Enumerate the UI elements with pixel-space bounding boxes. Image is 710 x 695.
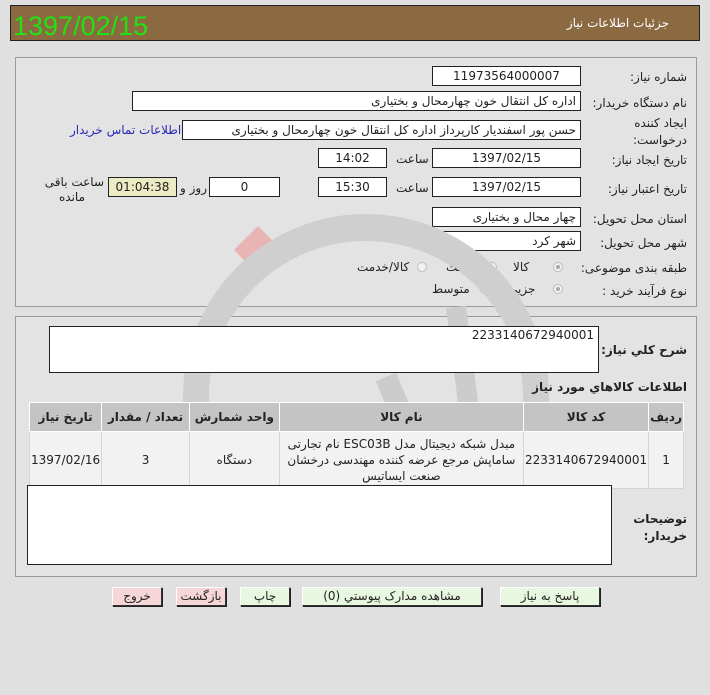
- buyer-notes-label-line2: خریدار:: [643, 529, 687, 543]
- items-table-header: [30, 403, 684, 432]
- province-label: استان محل تحویل:: [592, 212, 687, 226]
- category-radio-goods[interactable]: [553, 262, 563, 272]
- requester-label-line1: ایجاد کننده: [634, 116, 687, 130]
- need-number-field[interactable]: 11973564000007: [432, 66, 581, 86]
- city-field[interactable]: شهر کرد: [432, 231, 581, 251]
- col-unit: واحد شمارش: [189, 403, 279, 432]
- col-row: رديف: [649, 403, 684, 432]
- created-time-label: ساعت: [396, 152, 429, 166]
- page-title: جزئیات اطلاعات نیاز: [566, 16, 669, 30]
- remaining-time-field: 01:04:38: [108, 177, 177, 197]
- exit-button[interactable]: خروج: [112, 587, 162, 606]
- requester-field[interactable]: حسن پور اسفندیار کارپرداز اداره کل انتقال خون چهارمحال و بختیاری: [182, 120, 581, 140]
- buyer-org-label: نام دستگاه خریدار:: [592, 96, 687, 110]
- validity-date-label: تاریخ اعتبار نیاز:: [607, 182, 687, 196]
- buyer-org-field[interactable]: اداره کل انتقال خون چهارمحال و بختیاری: [132, 91, 581, 111]
- category-radio-goods-service[interactable]: [417, 262, 427, 272]
- category-label: طبقه بندی موضوعی:: [580, 261, 687, 275]
- category-option-goods: کالا: [513, 260, 530, 274]
- reply-button[interactable]: پاسخ به نیاز: [500, 587, 600, 606]
- view-attachments-button[interactable]: مشاهده مدارک پیوستي (0): [302, 587, 482, 606]
- buyer-notes-label-line1: توضیحات: [633, 512, 687, 526]
- remaining-label-line2: مانده: [58, 190, 85, 204]
- cell-row: 1: [649, 432, 684, 489]
- cell-date: 1397/02/16: [30, 432, 102, 489]
- col-qty: تعداد / مقدار: [102, 403, 190, 432]
- items-section-title: اطلاعات کالاهاي مورد نياز: [532, 380, 687, 394]
- print-button[interactable]: چاپ: [240, 587, 290, 606]
- validity-time-label: ساعت: [396, 181, 429, 195]
- back-button[interactable]: بازگشت: [176, 587, 226, 606]
- cell-name: مبدل شبکه دیجیتال مدل ESC03B نام تجارتی ساماپش مرجع عرضه کننده مهندسی درخشان صنعت ایساتیس: [279, 432, 523, 489]
- description-textarea[interactable]: 2233140672940001: [49, 326, 599, 373]
- cell-qty: 3: [102, 432, 190, 489]
- cell-unit: دستگاه: [189, 432, 279, 489]
- col-code: کد کالا: [523, 403, 648, 432]
- validity-time-field[interactable]: 15:30: [318, 177, 387, 197]
- col-name: نام کالا: [279, 403, 523, 432]
- city-label: شهر محل تحویل:: [600, 236, 687, 250]
- purchase-option-minor: جزیی: [508, 282, 536, 296]
- created-time-field[interactable]: 14:02: [318, 148, 387, 168]
- category-radio-service[interactable]: [487, 262, 497, 272]
- purchase-radio-minor[interactable]: [553, 284, 563, 294]
- days-label: روز و: [180, 181, 207, 195]
- remaining-label-line1: ساعت باقی: [44, 175, 104, 189]
- items-table: [29, 402, 684, 489]
- purchase-option-medium: متوسط: [432, 282, 470, 296]
- overlay-date-stamp: 1397/02/15: [13, 11, 149, 41]
- purchase-radio-medium[interactable]: [480, 284, 490, 294]
- table-row: [30, 432, 684, 489]
- created-date-field[interactable]: 1397/02/15: [432, 148, 581, 168]
- category-option-service: خدمت: [446, 260, 478, 274]
- requester-label-line2: درخواست:: [633, 133, 687, 147]
- remaining-days-field[interactable]: 0: [209, 177, 280, 197]
- col-date: تاريخ نياز: [30, 403, 102, 432]
- buyer-notes-textarea[interactable]: [27, 485, 612, 565]
- validity-date-field[interactable]: 1397/02/15: [432, 177, 581, 197]
- buyer-contact-link[interactable]: اطلاعات تماس خریدار: [70, 123, 182, 137]
- page-header: [10, 5, 700, 41]
- category-option-goods-service: کالا/خدمت: [357, 260, 410, 274]
- description-label: شرح کلي نياز:: [601, 343, 687, 357]
- purchase-type-label: نوع فرآیند خرید :: [602, 284, 687, 298]
- cell-code: 2233140672940001: [523, 432, 648, 489]
- province-field[interactable]: چهار محال و بختیاری: [432, 207, 581, 227]
- created-date-label: تاریخ ایجاد نیاز:: [611, 153, 687, 167]
- need-number-label: شماره نیاز:: [630, 70, 687, 84]
